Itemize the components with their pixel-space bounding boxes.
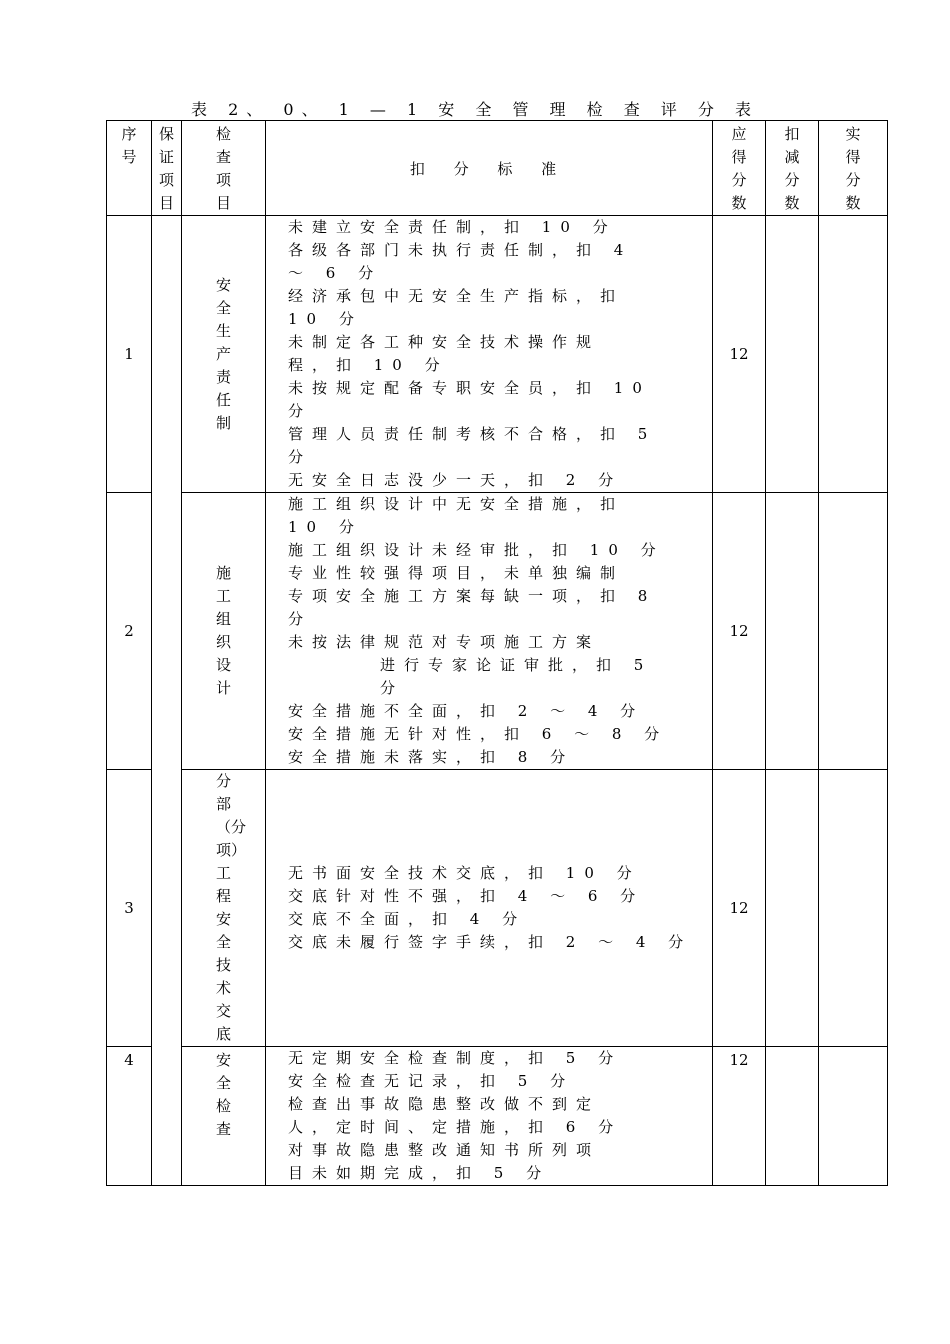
table-row: [107, 216, 888, 493]
row-actual-score[interactable]: [819, 216, 888, 493]
row-actual-score[interactable]: [819, 1047, 888, 1186]
row-standard: 无定期安全检查制度，扣 5 分 安全检查无记录，扣 5 分 检查出事故隐患整改做不到定 人，定时间、定措施，扣 6 分 对事故隐患整改通知书所列项 目未如期完成，扣 5 分: [266, 1047, 713, 1186]
row-standard: 施工组织设计中无安全措施，扣 10 分 施工组织设计未经审批，扣 10 分 专业性较强得项目，未单独编制 专项安全施工方案每缺一项，扣 8 分 未按法律规范对专项施工方案 进行专家论证审批，扣 5 分 安全措施不全面，扣 2 ～ 4 分 安全措施无针对性，扣 6 ～ 8 分 安全措施未落实，扣 8 分: [266, 493, 713, 770]
row-due-score: 12: [713, 770, 766, 1047]
row-standard: 无书面安全技术交底，扣 10 分 交底针对性不强，扣 4 ～ 6 分 交底不全面，扣 4 分 交底未履行签字手续，扣 2 ～ 4 分: [266, 770, 713, 1047]
row-actual-score[interactable]: [819, 493, 888, 770]
row-due-score: 12: [713, 1047, 766, 1186]
row-seq: 4: [107, 1047, 152, 1186]
table-row: [107, 1047, 888, 1186]
row-seq: 3: [107, 770, 152, 1047]
row-deduct-score[interactable]: [766, 216, 819, 493]
header-seq: 序号: [107, 121, 152, 216]
header-item: 检查项目: [182, 121, 266, 216]
table-title: 表 2、 0、 1 — 1 安 全 管 理 检 查 评 分 表: [191, 100, 759, 119]
row-actual-score[interactable]: [819, 770, 888, 1047]
header-standard: 扣 分 标 准: [266, 121, 713, 216]
header-due: 应得分数: [713, 121, 766, 216]
score-table: [106, 120, 888, 1186]
row-seq: 2: [107, 493, 152, 770]
row-seq: 1: [107, 216, 152, 493]
header-actual: 实得分数: [819, 121, 888, 216]
row-due-score: 12: [713, 493, 766, 770]
guarantee-cell: [152, 216, 182, 1186]
row-deduct-score[interactable]: [766, 1047, 819, 1186]
row-item: 安全检查: [182, 1047, 266, 1186]
row-deduct-score[interactable]: [766, 493, 819, 770]
row-item: 分部（分项）工程安全技术交底: [182, 770, 266, 1047]
row-item: 施工组织设计: [182, 493, 266, 770]
row-deduct-score[interactable]: [766, 770, 819, 1047]
table-row: [107, 770, 888, 1047]
header-row: [107, 121, 888, 216]
header-guarantee: 保证项目: [152, 121, 182, 216]
row-due-score: 12: [713, 216, 766, 493]
table-row: [107, 493, 888, 770]
row-item: 安全生产责任制: [182, 216, 266, 493]
header-deduct: 扣减分数: [766, 121, 819, 216]
row-standard: 未建立安全责任制，扣 10 分 各级各部门未执行责任制，扣 4 ～ 6 分 经济承包中无安全生产指标，扣 10 分 未制定各工种安全技术操作规 程，扣 10 分 未按规定配备专职安全员，扣 10 分 管理人员责任制考核不合格，扣 5 分 无安全日志没少一天，扣 2 分: [266, 216, 713, 493]
